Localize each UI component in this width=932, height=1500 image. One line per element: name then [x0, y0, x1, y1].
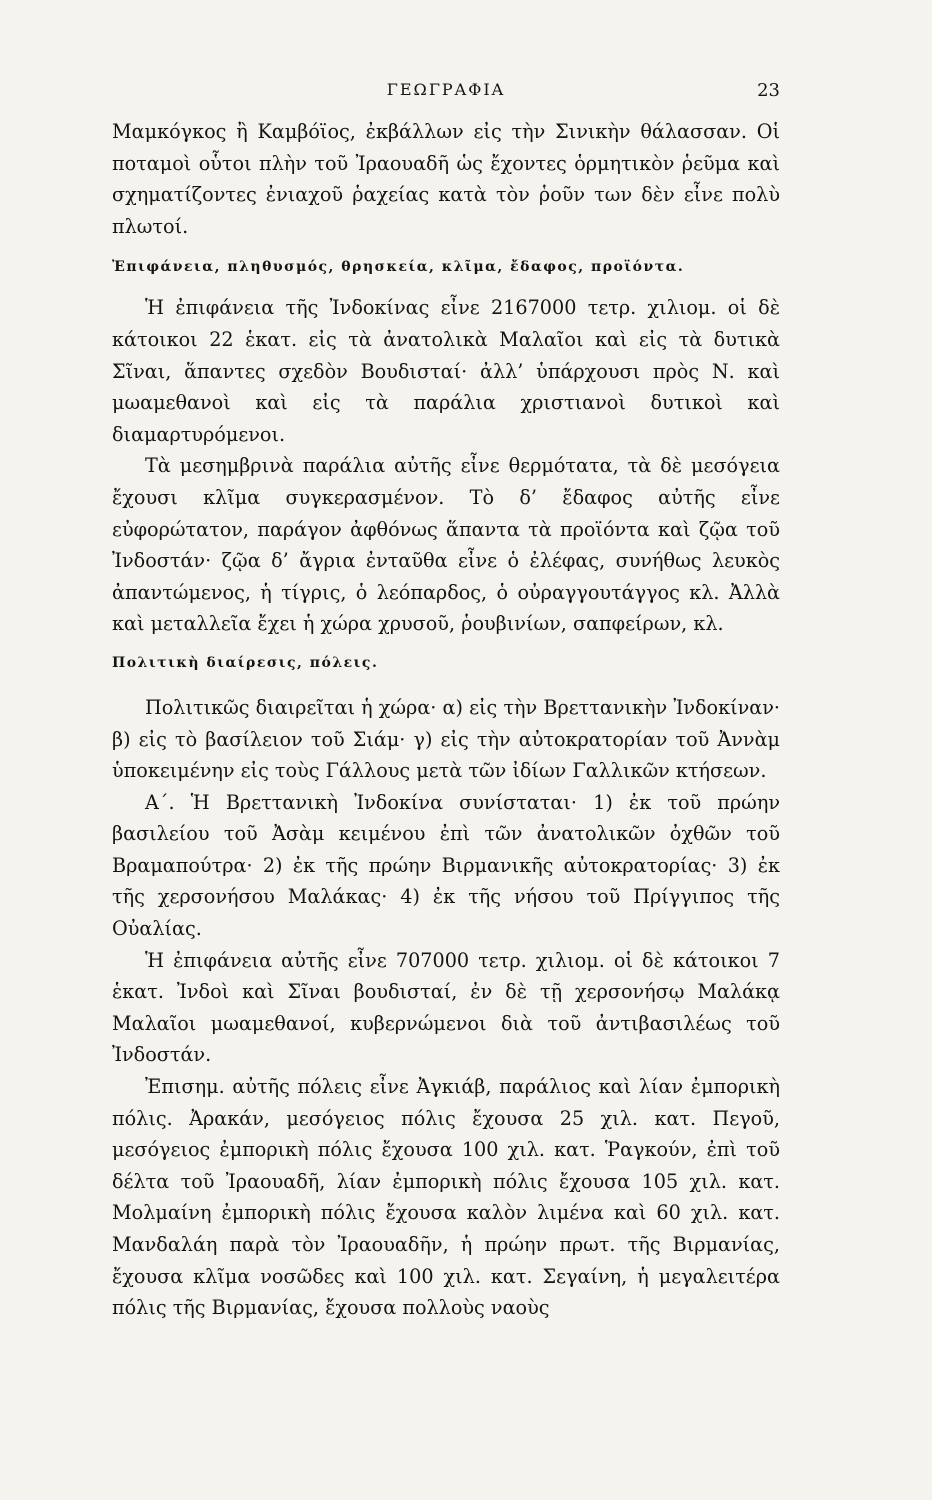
paragraph: Τὰ μεσημβρινὰ παράλια αὐτῆς εἶνε θερμότατα, τὰ δὲ μεσόγεια ἔχουσι κλῖμα συγκερασμένον. Τὸ δ’ ἔδαφος αὐτῆς εἶνε εὐφορώτατον, παράγον ἀφθόνως ἅπαντα τὰ προϊόντα καὶ ζῷα τοῦ Ἰνδοστάν· ζῷα δ’ ἄγρια ἐνταῦθα εἶνε ὁ ἐλέφας, συνήθως λευκὸς ἀπαντώμενος, ἡ τίγρις, ὁ λεόπαρδος, ὁ οὐραγγουτάγγος κλ. Ἀλλὰ καὶ μεταλλεῖα ἔχει ἡ χώρα χρυσοῦ, ῥουβινίων, σαπφείρων, κλ.: [112, 454, 780, 636]
paragraph: Α΄. Ἡ Βρεττανικὴ Ἰνδοκίνα συνίσταται· 1) ἐκ τοῦ πρώην βασιλείου τοῦ Ἀσὰμ κειμένου ἐπὶ τῶν ἀνατολικῶν ὀχθῶν τοῦ Βραμαπούτρα· 2) ἐκ τῆς πρώην Βιρμανικῆς αὐτοκρατορίας· 3) ἐκ τῆς χερσονήσου Μαλάκας· 4) ἐκ τῆς νήσου τοῦ Πρίγγιπος τῆς Οὐαλίας.: [112, 790, 780, 941]
page-number: 23: [757, 80, 780, 101]
section-heading: Πολιτικὴ διαίρεσις, πόλεις.: [112, 654, 379, 671]
page-header: [112, 78, 780, 108]
paragraph: Μαμκόγκος ἢ Καμβόϊος, ἐκβάλλων εἰς τὴν Σινικὴν θάλασσαν. Οἱ ποταμοὶ οὗτοι πλὴν τοῦ Ἰραουαδῆ ὡς ἔχοντες ὁρμητικὸν ῥεῦμα καὶ σχηματίζοντες ἐνιαχοῦ ῥαχείας κατὰ τὸν ῥοῦν των δὲν εἶνε πολὺ πλωτοί.: [112, 120, 780, 238]
running-title: ΓΕΩΓΡΑΦΙΑ: [386, 80, 506, 99]
section-heading: Ἐπιφάνεια, πληθυσμός, θρησκεία, κλῖμα, ἔδαφος, προϊόντα.: [112, 259, 685, 276]
paragraph: Ἡ ἐπιφάνεια τῆς Ἰνδοκίνας εἶνε 2167000 τετρ. χιλιομ. οἱ δὲ κάτοικοι 22 ἑκατ. εἰς τὰ ἀνατολικὰ Μαλαῖοι καὶ εἰς τὰ δυτικὰ Σῖναι, ἅπαντες σχεδὸν Βουδισταί· ἀλλ’ ὑπάρχουσι πρὸς Ν. καὶ μωαμεθανοὶ καὶ εἰς τὰ παράλια χριστιανοὶ δυτικοὶ καὶ διαμαρτυρόμενοι.: [112, 296, 780, 446]
paragraph: Πολιτικῶς διαιρεῖται ἡ χώρα· α) εἰς τὴν Βρεττανικὴν Ἰνδοκίναν· β) εἰς τὸ βασίλειον τοῦ Σιάμ· γ) εἰς τὴν αὐτοκρατορίαν τοῦ Ἀννὰμ ὑποκειμένην εἰς τοὺς Γάλλους μετὰ τῶν ἰδίων Γαλλικῶν κτήσεων.: [112, 695, 780, 783]
body-text: [112, 116, 780, 1324]
paragraph: Ἡ ἐπιφάνεια αὐτῆς εἶνε 707000 τετρ. χιλιομ. οἱ δὲ κάτοικοι 7 ἑκατ. Ἰνδοὶ καὶ Σῖναι βουδισταί, ἐν δὲ τῇ χερσονήσῳ Μαλάκᾳ Μαλαῖοι μωαμεθανοί, κυβερνώμενοι διὰ τοῦ ἀντιβασιλέως τοῦ Ἰνδοστάν.: [112, 948, 780, 1067]
paragraph: Ἐπισημ. αὐτῆς πόλεις εἶνε Ἀγκιάβ, παράλιος καὶ λίαν ἐμπορικὴ πόλις. Ἀρακάν, μεσόγειος πόλις ἔχουσα 25 χιλ. κατ. Πεγοῦ, μεσόγειος ἐμπορικὴ πόλις ἔχουσα 100 χιλ. κατ. Ῥαγκούν, ἐπὶ τοῦ δέλτα τοῦ Ἰραουαδῆ, λίαν ἐμπορικὴ πόλις ἔχουσα 105 χιλ. κατ. Μολμαίνη ἐμπορικὴ πόλις ἔχουσα καλὸν λιμένα καὶ 60 χιλ. κατ. Μανδαλάη παρὰ τὸν Ἰραουαδῆν, ἡ πρώην πρωτ. τῆς Βιρμανίας, ἔχουσα κλῖμα νοσῶδες καὶ 100 χιλ. κατ. Σεγαίνη, ἡ μεγαλειτέρα πόλις τῆς Βιρμανίας, ἔχουσα πολλοὺς ναοὺς: [112, 1075, 780, 1320]
